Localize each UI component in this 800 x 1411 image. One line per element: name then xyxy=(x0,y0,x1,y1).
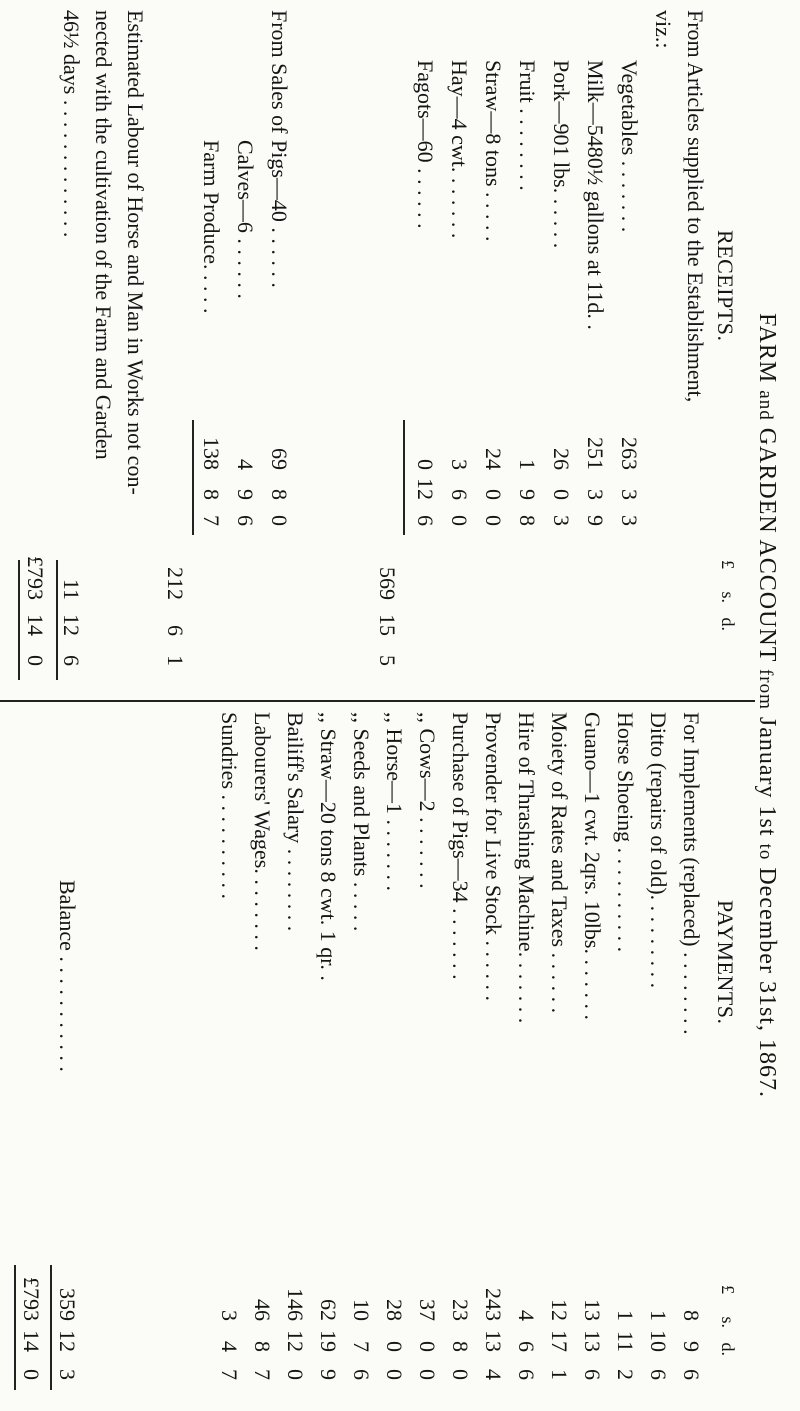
payment-item-shillings: 13 xyxy=(580,1330,605,1352)
payment-item-pence: 7 xyxy=(217,1369,242,1380)
payment-item-pounds: 1 xyxy=(613,1310,638,1321)
payment-item-pence: 6 xyxy=(679,1369,704,1380)
payment-item-label: Provender for Live Stock . . . . . . xyxy=(481,712,506,1001)
receipt-sale-label: Pigs—40 . . . . . . xyxy=(267,140,292,288)
receipt-sale-label: Calves—6 . . . . . . xyxy=(233,140,258,299)
page-title: FARM and GARDEN ACCOUNT from January 1st to December 31st, 1867. xyxy=(754,313,780,1098)
receipt-article-shillings: 6 xyxy=(447,489,472,500)
payment-balance-shillings: 12 xyxy=(55,1330,80,1352)
receipt-article-label: Vegetables . . . . . . . xyxy=(617,60,642,233)
payment-item-label: Hire of Thrashing Machine. . . . . . . xyxy=(514,712,539,1024)
payment-item-pence: 6 xyxy=(646,1369,671,1380)
payment-item-pence: 1 xyxy=(547,1369,572,1380)
payment-item-pounds: 4 xyxy=(514,1310,539,1321)
receipt-sale-pounds: 69 xyxy=(267,448,292,470)
payment-item-pounds: 243 xyxy=(481,1288,506,1321)
payment-item-shillings: 0 xyxy=(382,1341,407,1352)
receipt-article-pence: 0 xyxy=(447,515,472,526)
payment-item-pence: 0 xyxy=(448,1369,473,1380)
payment-item-shillings: 12 xyxy=(283,1330,308,1352)
shillings-header: s. xyxy=(718,591,738,604)
receipt-article-label: Straw—8 tons . . . . . xyxy=(481,60,506,242)
payment-item-pence: 4 xyxy=(481,1369,506,1380)
receipt-article-shillings: 12 xyxy=(413,478,438,500)
payment-item-label: Ditto (repairs of old). . . . . . . . . xyxy=(646,712,671,989)
payment-item-shillings: 7 xyxy=(349,1341,374,1352)
receipt-sales-total-pounds: 212 xyxy=(163,567,188,600)
receipt-sales-total-pence: 1 xyxy=(163,655,188,666)
sales-subtotal-rule xyxy=(193,420,195,535)
payment-item-pence: 6 xyxy=(514,1369,539,1380)
receipt-article-pounds: 263 xyxy=(617,437,642,470)
payments-grand-total-shillings: 14 xyxy=(19,1330,44,1352)
pence-header: d. xyxy=(718,1342,738,1357)
payment-item-pence: 6 xyxy=(349,1369,374,1380)
payment-item-pence: 0 xyxy=(415,1369,440,1380)
payment-item-label: Horse Shoeing . . . . . . . . . . xyxy=(613,712,638,953)
column-divider xyxy=(0,700,755,702)
payment-item-pence: 7 xyxy=(250,1369,275,1380)
payment-item-label: For Implements (replaced) . . . . . . . . xyxy=(679,712,704,1035)
payment-item-pounds: 12 xyxy=(547,1299,572,1321)
receipt-sale-label: Farm Produce. . . . . xyxy=(199,140,224,314)
sales-intro: From Sales of xyxy=(267,10,292,134)
receipt-article-label: Hay—4 cwt. . . . . . . xyxy=(447,60,472,239)
payment-item-pounds: 3 xyxy=(217,1310,242,1321)
payment-item-pounds: 23 xyxy=(448,1299,473,1321)
receipt-labour-amount-pence: 6 xyxy=(59,655,84,666)
receipt-sale-pence: 7 xyxy=(199,515,224,526)
receipt-article-pounds: 26 xyxy=(549,448,574,470)
receipts-grand-total-shillings: 14 xyxy=(23,614,48,636)
payment-item-pence: 2 xyxy=(613,1369,638,1380)
payment-item-label: Guano—1 cwt. 2qrs. 10lbs. . . . . . . xyxy=(580,712,605,1020)
receipt-article-label: Fagots—60 . . . . . . xyxy=(413,60,438,229)
payment-item-shillings: 19 xyxy=(316,1330,341,1352)
payment-item-pounds: 146 xyxy=(283,1288,308,1321)
payment-item-label: Bailiff's Salary . . . . . . . . xyxy=(283,712,308,932)
pence-header: d. xyxy=(718,617,738,632)
receipt-article-pence: 3 xyxy=(549,515,574,526)
receipts-intro: From Articles supplied to the Establishment, xyxy=(683,10,708,403)
receipt-article-shillings: 3 xyxy=(583,489,608,500)
receipt-sale-shillings: 9 xyxy=(233,489,258,500)
pounds-header: £ xyxy=(718,1285,738,1294)
labour-line-1: Estimated Labour of Horse and Man in Works not con- xyxy=(123,10,148,495)
receipt-article-pence: 3 xyxy=(617,515,642,526)
receipt-articles-total-pounds: 569 xyxy=(375,567,400,600)
shillings-header: s. xyxy=(718,1316,738,1329)
payment-item-shillings: 8 xyxy=(250,1341,275,1352)
receipt-article-shillings: 0 xyxy=(481,489,506,500)
payment-item-shillings: 13 xyxy=(481,1330,506,1352)
receipt-article-pounds: 24 xyxy=(481,448,506,470)
receipt-article-pounds: 3 xyxy=(447,459,472,470)
receipts-viz: viz.: xyxy=(651,10,676,49)
payment-item-shillings: 4 xyxy=(217,1341,242,1352)
payment-item-pence: 0 xyxy=(283,1369,308,1380)
pounds-header: £ xyxy=(718,560,738,569)
payment-item-shillings: 10 xyxy=(646,1330,671,1352)
receipt-article-pounds: 0 xyxy=(413,459,438,470)
receipt-sale-pence: 6 xyxy=(233,515,258,526)
payment-item-shillings: 9 xyxy=(679,1341,704,1352)
payment-item-label: Sundries . . . . . . . . . . xyxy=(217,712,242,899)
payments-grand-total-pence: 0 xyxy=(19,1369,44,1380)
payment-item-pounds: 37 xyxy=(415,1299,440,1321)
payment-item-pounds: 46 xyxy=(250,1299,275,1321)
receipts-total-rule-bottom xyxy=(19,560,21,680)
receipt-sale-pounds: 138 xyxy=(199,437,224,470)
payments-grand-total-pounds: £793 xyxy=(19,1277,44,1321)
receipt-labour-amount-pounds: 11 xyxy=(59,578,84,600)
articles-subtotal-rule xyxy=(404,420,406,535)
payments-total-rule-bottom xyxy=(15,1265,17,1390)
payment-item-label: ,, Seeds and Plants . . . . . xyxy=(349,712,374,932)
labour-line-2: nected with the cultivation of the Farm and Garden xyxy=(91,10,116,460)
payments-heading: PAYMENTS. xyxy=(713,900,738,1025)
payment-item-label: Purchase of Pigs—34 . . . . . . . xyxy=(448,712,473,980)
receipt-article-shillings: 3 xyxy=(617,489,642,500)
payment-item-pounds: 62 xyxy=(316,1299,341,1321)
payment-item-shillings: 6 xyxy=(514,1341,539,1352)
receipt-sale-shillings: 8 xyxy=(199,489,224,500)
receipt-sale-shillings: 8 xyxy=(267,489,292,500)
receipt-article-shillings: 0 xyxy=(549,489,574,500)
receipts-heading: RECEIPTS. xyxy=(713,230,738,342)
receipt-article-label: Fruit . . . . . . . . xyxy=(515,60,540,191)
receipt-article-pounds: 251 xyxy=(583,437,608,470)
payment-item-pounds: 28 xyxy=(382,1299,407,1321)
receipts-grand-total-pounds: £793 xyxy=(23,556,48,600)
receipt-article-shillings: 9 xyxy=(515,489,540,500)
receipts-grand-total-pence: 0 xyxy=(23,655,48,666)
payment-balance-pounds: 359 xyxy=(55,1288,80,1321)
receipt-article-pence: 8 xyxy=(515,515,540,526)
payment-item-pounds: 13 xyxy=(580,1299,605,1321)
receipt-labour-amount-shillings: 12 xyxy=(59,614,84,636)
receipt-sale-pence: 0 xyxy=(267,515,292,526)
payment-item-label: ,, Straw—20 tons 8 cwt. 1 qr. . xyxy=(316,712,341,981)
receipt-article-pence: 6 xyxy=(413,515,438,526)
receipt-article-label: Pork—901 lbs. . . . . . xyxy=(549,60,574,249)
payment-item-label: ,, Horse—1 . . . . . . . xyxy=(382,712,407,892)
payments-total-rule-top xyxy=(51,1265,53,1390)
receipts-total-rule-top xyxy=(57,560,59,680)
payments-money-header xyxy=(717,1285,738,1356)
payment-item-label: Moiety of Rates and Taxes . . . . . . xyxy=(547,712,572,1014)
payment-item-shillings: 0 xyxy=(415,1341,440,1352)
receipt-article-pounds: 1 xyxy=(515,459,540,470)
payment-item-pounds: 10 xyxy=(349,1299,374,1321)
receipt-articles-total-pence: 5 xyxy=(375,655,400,666)
payment-item-label: Labourers' Wages. . . . . . . . xyxy=(250,712,275,951)
payment-item-label: ,, Cows—2 . . . . . . . xyxy=(415,712,440,889)
receipt-article-label: Milk—5480½ gallons at 11d. . xyxy=(583,60,608,330)
receipt-sales-total-shillings: 6 xyxy=(163,625,188,636)
payment-item-shillings: 17 xyxy=(547,1330,572,1352)
payment-item-pounds: 8 xyxy=(679,1310,704,1321)
payment-balance-pence: 3 xyxy=(55,1369,80,1380)
payment-item-pence: 0 xyxy=(382,1369,407,1380)
labour-line-3: 46½ days . . . . . . . . . . . . . xyxy=(59,10,84,238)
payment-item-shillings: 8 xyxy=(448,1341,473,1352)
payment-item-pounds: 1 xyxy=(646,1310,671,1321)
payment-item-shillings: 11 xyxy=(613,1330,638,1352)
payment-item-pence: 6 xyxy=(580,1369,605,1380)
receipts-money-header xyxy=(717,560,738,631)
receipt-article-pence: 0 xyxy=(481,515,506,526)
receipt-articles-total-shillings: 15 xyxy=(375,614,400,636)
receipt-article-pence: 9 xyxy=(583,515,608,526)
payment-item-pence: 9 xyxy=(316,1369,341,1380)
receipt-sale-pounds: 4 xyxy=(233,459,258,470)
balance-label: Balance . . . . . . . . . . . xyxy=(55,880,80,1072)
